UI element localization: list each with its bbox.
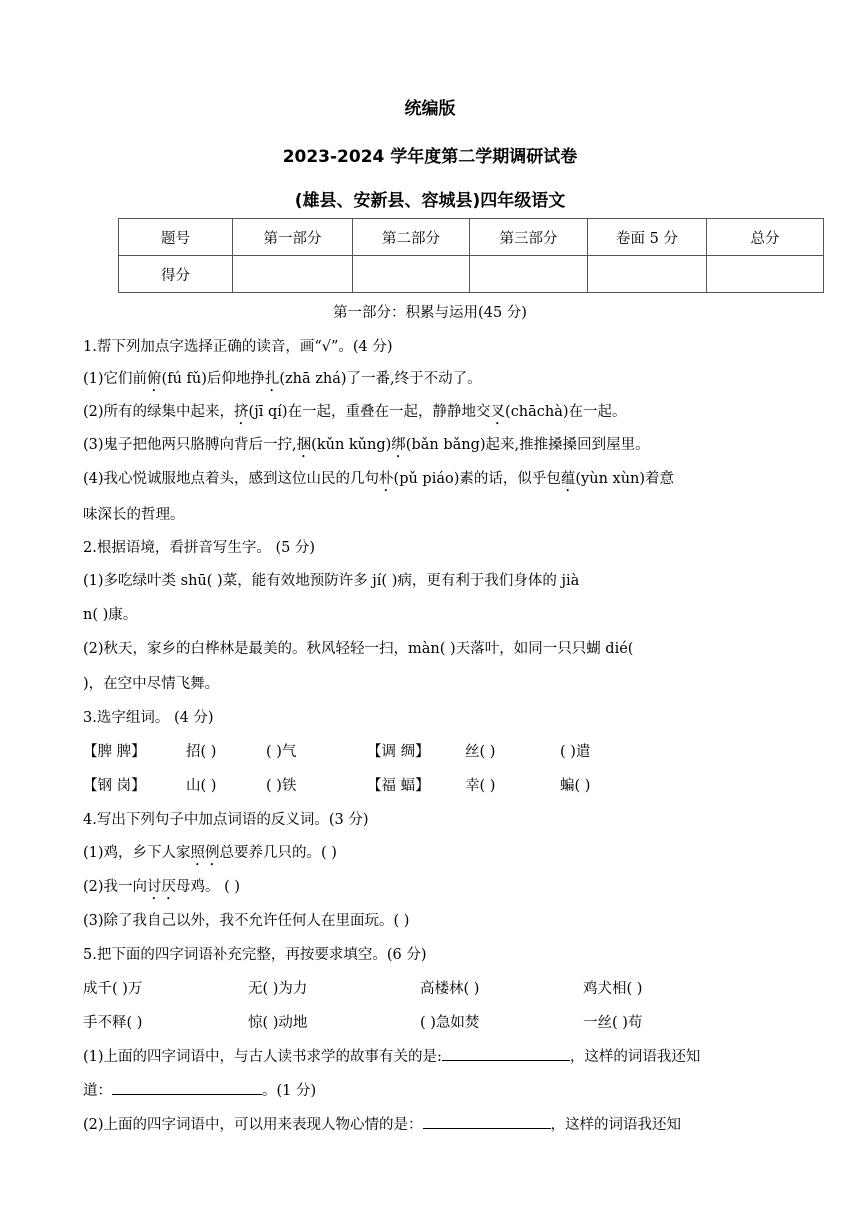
dotted-char: 扎 bbox=[264, 371, 280, 387]
q3-row-1 bbox=[83, 740, 590, 761]
q1-sentence-1: (1)它们前俯(fú fǔ)后仰地挣扎(zhā zhá)了一番,终于不动了。 bbox=[83, 371, 482, 387]
answer-blank[interactable] bbox=[112, 1079, 262, 1095]
score-input-cell[interactable] bbox=[233, 256, 353, 293]
idiom-blank[interactable]: ( )急如焚 bbox=[420, 1015, 480, 1031]
q4-sentence-2: (2)我一向讨厌母鸡。 ( ) bbox=[83, 879, 241, 895]
header-cell: 第一部分 bbox=[233, 219, 353, 256]
word-blank[interactable]: 招( ) bbox=[186, 744, 217, 760]
q1-stem: 1.帮下列加点字选择正确的读音，画“√”。(4 分) bbox=[83, 339, 393, 355]
idiom-blank[interactable]: 高楼林( ) bbox=[420, 981, 480, 997]
q5-sentence-2a: (2)上面的四字词语中，可以用来表现人物心情的是： ，这样的词语我还知 bbox=[83, 1113, 681, 1134]
answer-blank[interactable] bbox=[423, 1113, 551, 1129]
exam-title: 2023-2024 学年度第二学期调研试卷 bbox=[282, 147, 578, 167]
q1-sentence-3: (3)鬼子把他两只胳膊向背后一拧,捆(kǔn kǔng)绑(bǎn bǎng)起来,推推搡搡回到屋里。 bbox=[83, 437, 650, 453]
q1-sentence-4-cont: 味深长的哲理。 bbox=[83, 507, 185, 523]
word-blank[interactable]: 蝙( ) bbox=[560, 778, 591, 794]
dotted-char: 叉 bbox=[490, 404, 506, 420]
word-blank[interactable]: ( )遣 bbox=[560, 744, 591, 760]
q2-sentence-1b: n( )康。 bbox=[83, 607, 138, 623]
score-table-score-row bbox=[119, 256, 824, 293]
score-input-cell[interactable] bbox=[353, 256, 470, 293]
header-cell: 题号 bbox=[119, 219, 233, 256]
word-blank[interactable]: ( )气 bbox=[266, 744, 297, 760]
q5-idiom-row-2 bbox=[83, 1011, 642, 1032]
dotted-char: 俯 bbox=[147, 371, 162, 387]
score-input-cell[interactable] bbox=[470, 256, 588, 293]
idiom-blank[interactable]: 惊( )动地 bbox=[248, 1015, 308, 1031]
q3-stem: 3.选字组词。 (4 分) bbox=[83, 710, 214, 726]
answer-blank[interactable] bbox=[442, 1045, 570, 1061]
q5-sentence-1b: 道： 。(1 分) bbox=[83, 1079, 316, 1100]
char-pair: 【调 绸】 bbox=[367, 744, 430, 760]
idiom-blank[interactable]: 鸡犬相( ) bbox=[583, 981, 643, 997]
word-blank[interactable]: 丝( ) bbox=[465, 744, 496, 760]
dotted-word: 讨厌 bbox=[147, 879, 177, 895]
char-pair: 【钢 岗】 bbox=[83, 778, 146, 794]
q2-sentence-2b: )，在空中尽情飞舞。 bbox=[83, 676, 220, 692]
q4-sentence-1: (1)鸡，乡下人家照例总要养几只的。( ) bbox=[83, 845, 337, 861]
q5-sentence-1a: (1)上面的四字词语中，与古人读书求学的故事有关的是: ，这样的词语我还知 bbox=[83, 1045, 700, 1066]
q5-stem: 5.把下面的四字词语补充完整，再按要求填空。(6 分) bbox=[83, 947, 427, 963]
edition-label: 统编版 bbox=[404, 99, 456, 119]
q1-sentence-2: (2)所有的绿集中起来，挤(jī qí)在一起，重叠在一起，静静地交叉(chāchà)在一起。 bbox=[83, 404, 627, 420]
idiom-blank[interactable]: 无( )为力 bbox=[248, 981, 308, 997]
score-table-header-row bbox=[119, 219, 824, 256]
header-cell: 第三部分 bbox=[470, 219, 588, 256]
char-pair: 【福 蝠】 bbox=[367, 778, 430, 794]
q2-stem: 2.根据语境，看拼音写生字。 (5 分) bbox=[83, 540, 316, 556]
dotted-char: 绑 bbox=[391, 437, 406, 453]
score-input-cell[interactable] bbox=[707, 256, 824, 293]
word-blank[interactable]: ( )铁 bbox=[266, 778, 297, 794]
score-input-cell[interactable] bbox=[588, 256, 707, 293]
dotted-char: 捆 bbox=[296, 437, 312, 453]
q2-sentence-1a: (1)多吃绿叶类 shū( )菜，能有效地预防许多 jí( )病，更有利于我们身体的 jià bbox=[83, 573, 580, 589]
char-pair: 【脾 脾】 bbox=[83, 744, 146, 760]
dotted-char: 挤 bbox=[234, 404, 249, 420]
q1-sentence-4: (4)我心悦诚服地点着头，感到这位山民的几句朴(pǔ piáo)素的话，似乎包蕴(yùn xùn)着意 bbox=[83, 471, 675, 487]
dotted-word: 照例 bbox=[190, 845, 220, 861]
idiom-blank[interactable]: 手不释( ) bbox=[83, 1015, 143, 1031]
header-cell: 总分 bbox=[707, 219, 824, 256]
header-cell: 第二部分 bbox=[353, 219, 470, 256]
idiom-blank[interactable]: 一丝( )苟 bbox=[583, 1015, 643, 1031]
row-label: 得分 bbox=[119, 256, 233, 293]
dotted-char: 蕴 bbox=[560, 471, 576, 487]
header-cell: 卷面 5 分 bbox=[588, 219, 707, 256]
score-table bbox=[118, 218, 824, 293]
word-blank[interactable]: 幸( ) bbox=[465, 778, 496, 794]
q2-sentence-2a: (2)秋天，家乡的白桦林是最美的。秋风轻轻一扫，màn( )天落叶，如同一只只蝴 dié( bbox=[83, 641, 634, 657]
part1-title: 第一部分：积累与运用(45 分) bbox=[333, 305, 527, 321]
q4-sentence-3[interactable]: (3)除了我自己以外，我不允许任何人在里面玩。( ) bbox=[83, 913, 410, 929]
q5-idiom-row-1 bbox=[83, 977, 642, 998]
exam-subtitle: (雄县、安新县、容城县)四年级语文 bbox=[294, 191, 566, 211]
dotted-char: 朴 bbox=[379, 471, 394, 487]
idiom-blank[interactable]: 成千( )万 bbox=[83, 981, 143, 997]
q3-row-2 bbox=[83, 774, 590, 795]
word-blank[interactable]: 山( ) bbox=[186, 778, 217, 794]
q4-stem: 4.写出下列句子中加点词语的反义词。(3 分) bbox=[83, 812, 369, 828]
